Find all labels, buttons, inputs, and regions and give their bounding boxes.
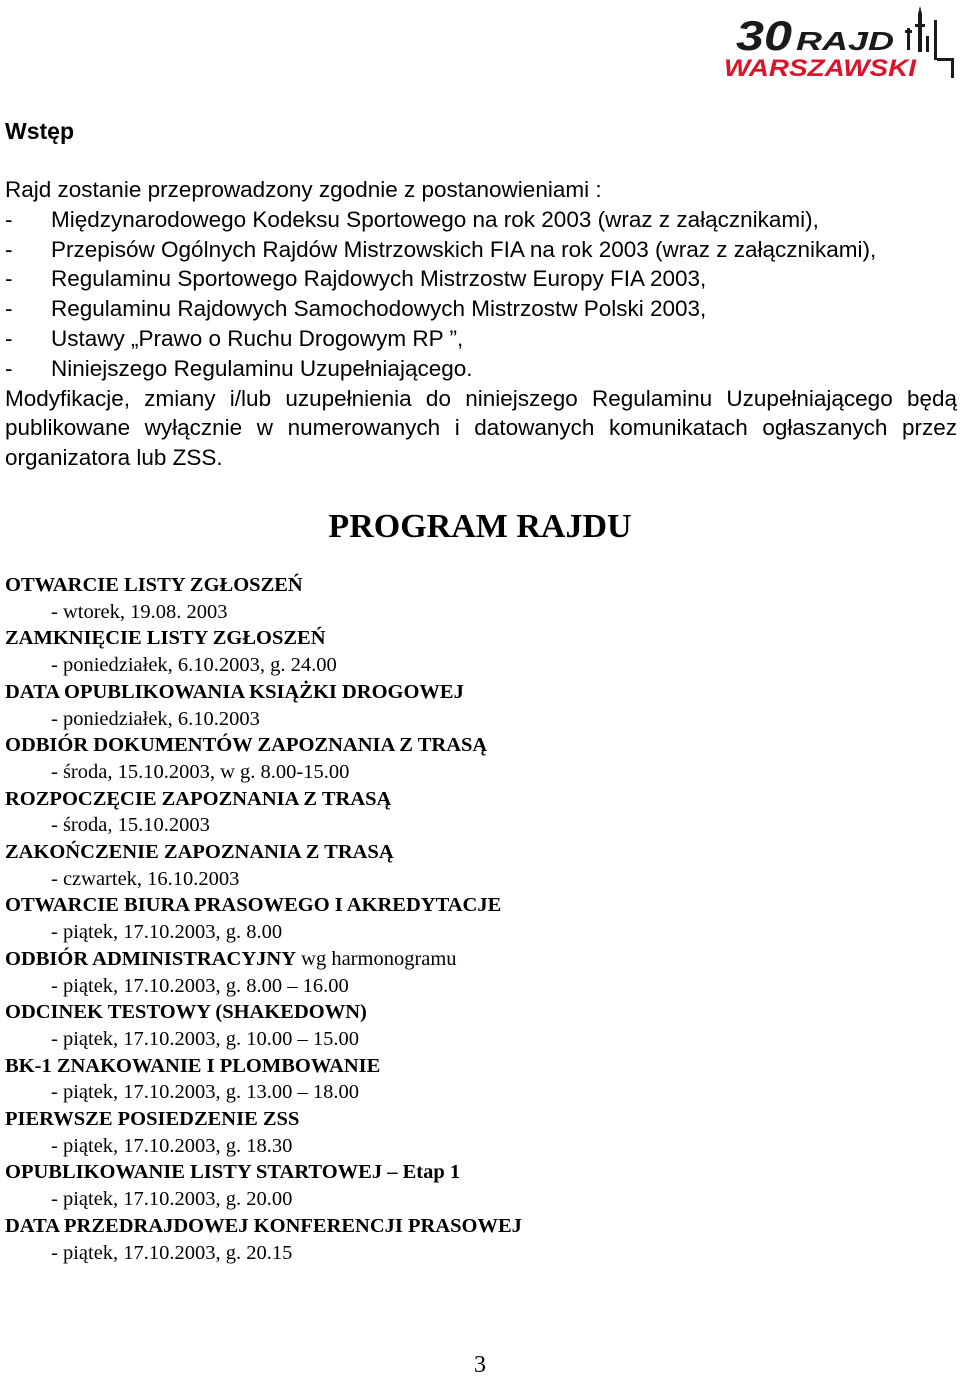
event-date: - piątek, 17.10.2003, g. 8.00 bbox=[51, 921, 283, 944]
list-item-text: Międzynarodowego Kodeksu Sportowego na rok 2003 (wraz z załącznikami), bbox=[51, 206, 819, 232]
event-date: - wtorek, 19.08. 2003 bbox=[51, 600, 228, 623]
event-title: DATA PRZEDRAJDOWEJ KONFERENCJI PRASOWEJ bbox=[5, 1214, 522, 1237]
schedule-item bbox=[5, 786, 945, 839]
event-date: - piątek, 17.10.2003, g. 18.30 bbox=[51, 1134, 293, 1157]
list-item-text: Niniejszego Regulaminu Uzupełniającego. bbox=[51, 355, 473, 381]
list-dash: - bbox=[5, 325, 13, 351]
list-item-text: Regulaminu Sportowego Rajdowych Mistrzostw Europy FIA 2003, bbox=[51, 266, 707, 292]
event-date: - piątek, 17.10.2003, g. 10.00 – 15.00 bbox=[51, 1027, 360, 1050]
intro-lead: Rajd zostanie przeprowadzony zgodnie z postanowieniami : bbox=[5, 177, 602, 202]
list-item bbox=[5, 294, 957, 324]
rajd-warszawski-logo bbox=[722, 6, 958, 82]
program-schedule bbox=[5, 572, 945, 1266]
intro-section bbox=[5, 175, 957, 473]
regulations-list bbox=[5, 205, 957, 384]
page-number: 3 bbox=[474, 1352, 486, 1378]
logo-rajd: RAJD bbox=[796, 26, 895, 56]
event-date: - poniedziałek, 6.10.2003 bbox=[51, 707, 260, 730]
intro-heading: Wstęp bbox=[5, 118, 74, 144]
schedule-item bbox=[5, 946, 945, 999]
list-item bbox=[5, 205, 957, 235]
modifications-paragraph: Modyfikacje, zmiany i/lub uzupełnienia do niniejszego Regulaminu Uzupełniającego będą publikowane wyłącznie w numerowanych i datowanych komunikatach ogłaszanych przez organizatora lub ZSS. bbox=[5, 385, 957, 471]
list-dash: - bbox=[5, 266, 13, 292]
list-item bbox=[5, 264, 957, 294]
event-title: OTWARCIE LISTY ZGŁOSZEŃ bbox=[5, 574, 303, 596]
event-title: ODBIÓR DOKUMENTÓW ZAPOZNANIA Z TRASĄ bbox=[5, 734, 488, 757]
list-dash: - bbox=[5, 355, 13, 381]
event-title: ODCINEK TESTOWY (SHAKEDOWN) bbox=[5, 1001, 367, 1024]
schedule-item bbox=[5, 1213, 945, 1266]
list-item bbox=[5, 324, 957, 354]
event-title: ODBIÓR ADMINISTRACYJNY wg harmonogramu bbox=[5, 947, 457, 970]
list-item bbox=[5, 354, 957, 384]
schedule-item bbox=[5, 679, 945, 732]
event-date: - piątek, 17.10.2003, g. 20.00 bbox=[51, 1188, 293, 1211]
event-title: DATA OPUBLIKOWANIA KSIĄŻKI DROGOWEJ bbox=[5, 680, 464, 703]
list-dash: - bbox=[5, 206, 13, 232]
schedule-item bbox=[5, 892, 945, 945]
schedule-item bbox=[5, 1159, 945, 1212]
schedule-item bbox=[5, 1053, 945, 1106]
list-item-text: Regulaminu Rajdowych Samochodowych Mistrzostw Polski 2003, bbox=[51, 296, 707, 322]
event-title: OTWARCIE BIURA PRASOWEGO I AKREDYTACJE bbox=[5, 894, 502, 917]
schedule-item bbox=[5, 839, 945, 892]
schedule-item bbox=[5, 999, 945, 1052]
schedule-item bbox=[5, 1106, 945, 1159]
event-date: - piątek, 17.10.2003, g. 8.00 – 16.00 bbox=[51, 974, 349, 997]
logo-warszawski: WARSZAWSKI bbox=[724, 55, 918, 82]
list-item-text: Ustawy „Prawo o Ruchu Drogowym RP ”, bbox=[51, 325, 464, 351]
schedule-item bbox=[5, 572, 945, 625]
event-date: - czwartek, 16.10.2003 bbox=[51, 867, 240, 890]
schedule-item bbox=[5, 625, 945, 678]
event-date: - środa, 15.10.2003 bbox=[51, 814, 210, 837]
logo-number: 30 bbox=[736, 12, 792, 59]
schedule-item bbox=[5, 732, 945, 785]
list-item-text: Przepisów Ogólnych Rajdów Mistrzowskich FIA na rok 2003 (wraz z załącznikami), bbox=[51, 236, 877, 262]
event-title: ZAMKNIĘCIE LISTY ZGŁOSZEŃ bbox=[5, 627, 326, 650]
event-date: - poniedziałek, 6.10.2003, g. 24.00 bbox=[51, 654, 337, 677]
program-title: PROGRAM RAJDU bbox=[328, 508, 632, 545]
event-title: PIERWSZE POSIEDZENIE ZSS bbox=[5, 1108, 300, 1131]
list-dash: - bbox=[5, 236, 13, 262]
event-title: ZAKOŃCZENIE ZAPOZNANIA Z TRASĄ bbox=[5, 841, 394, 864]
event-title: ROZPOCZĘCIE ZAPOZNANIA Z TRASĄ bbox=[5, 787, 392, 810]
list-dash: - bbox=[5, 296, 13, 322]
event-date: - piątek, 17.10.2003, g. 20.15 bbox=[51, 1241, 293, 1264]
event-date: - środa, 15.10.2003, w g. 8.00-15.00 bbox=[51, 760, 350, 783]
event-date: - piątek, 17.10.2003, g. 13.00 – 18.00 bbox=[51, 1081, 360, 1104]
event-title: OPUBLIKOWANIE LISTY STARTOWEJ – Etap 1 bbox=[5, 1161, 461, 1184]
list-item bbox=[5, 235, 957, 265]
event-title: BK-1 ZNAKOWANIE I PLOMBOWANIE bbox=[5, 1054, 381, 1077]
